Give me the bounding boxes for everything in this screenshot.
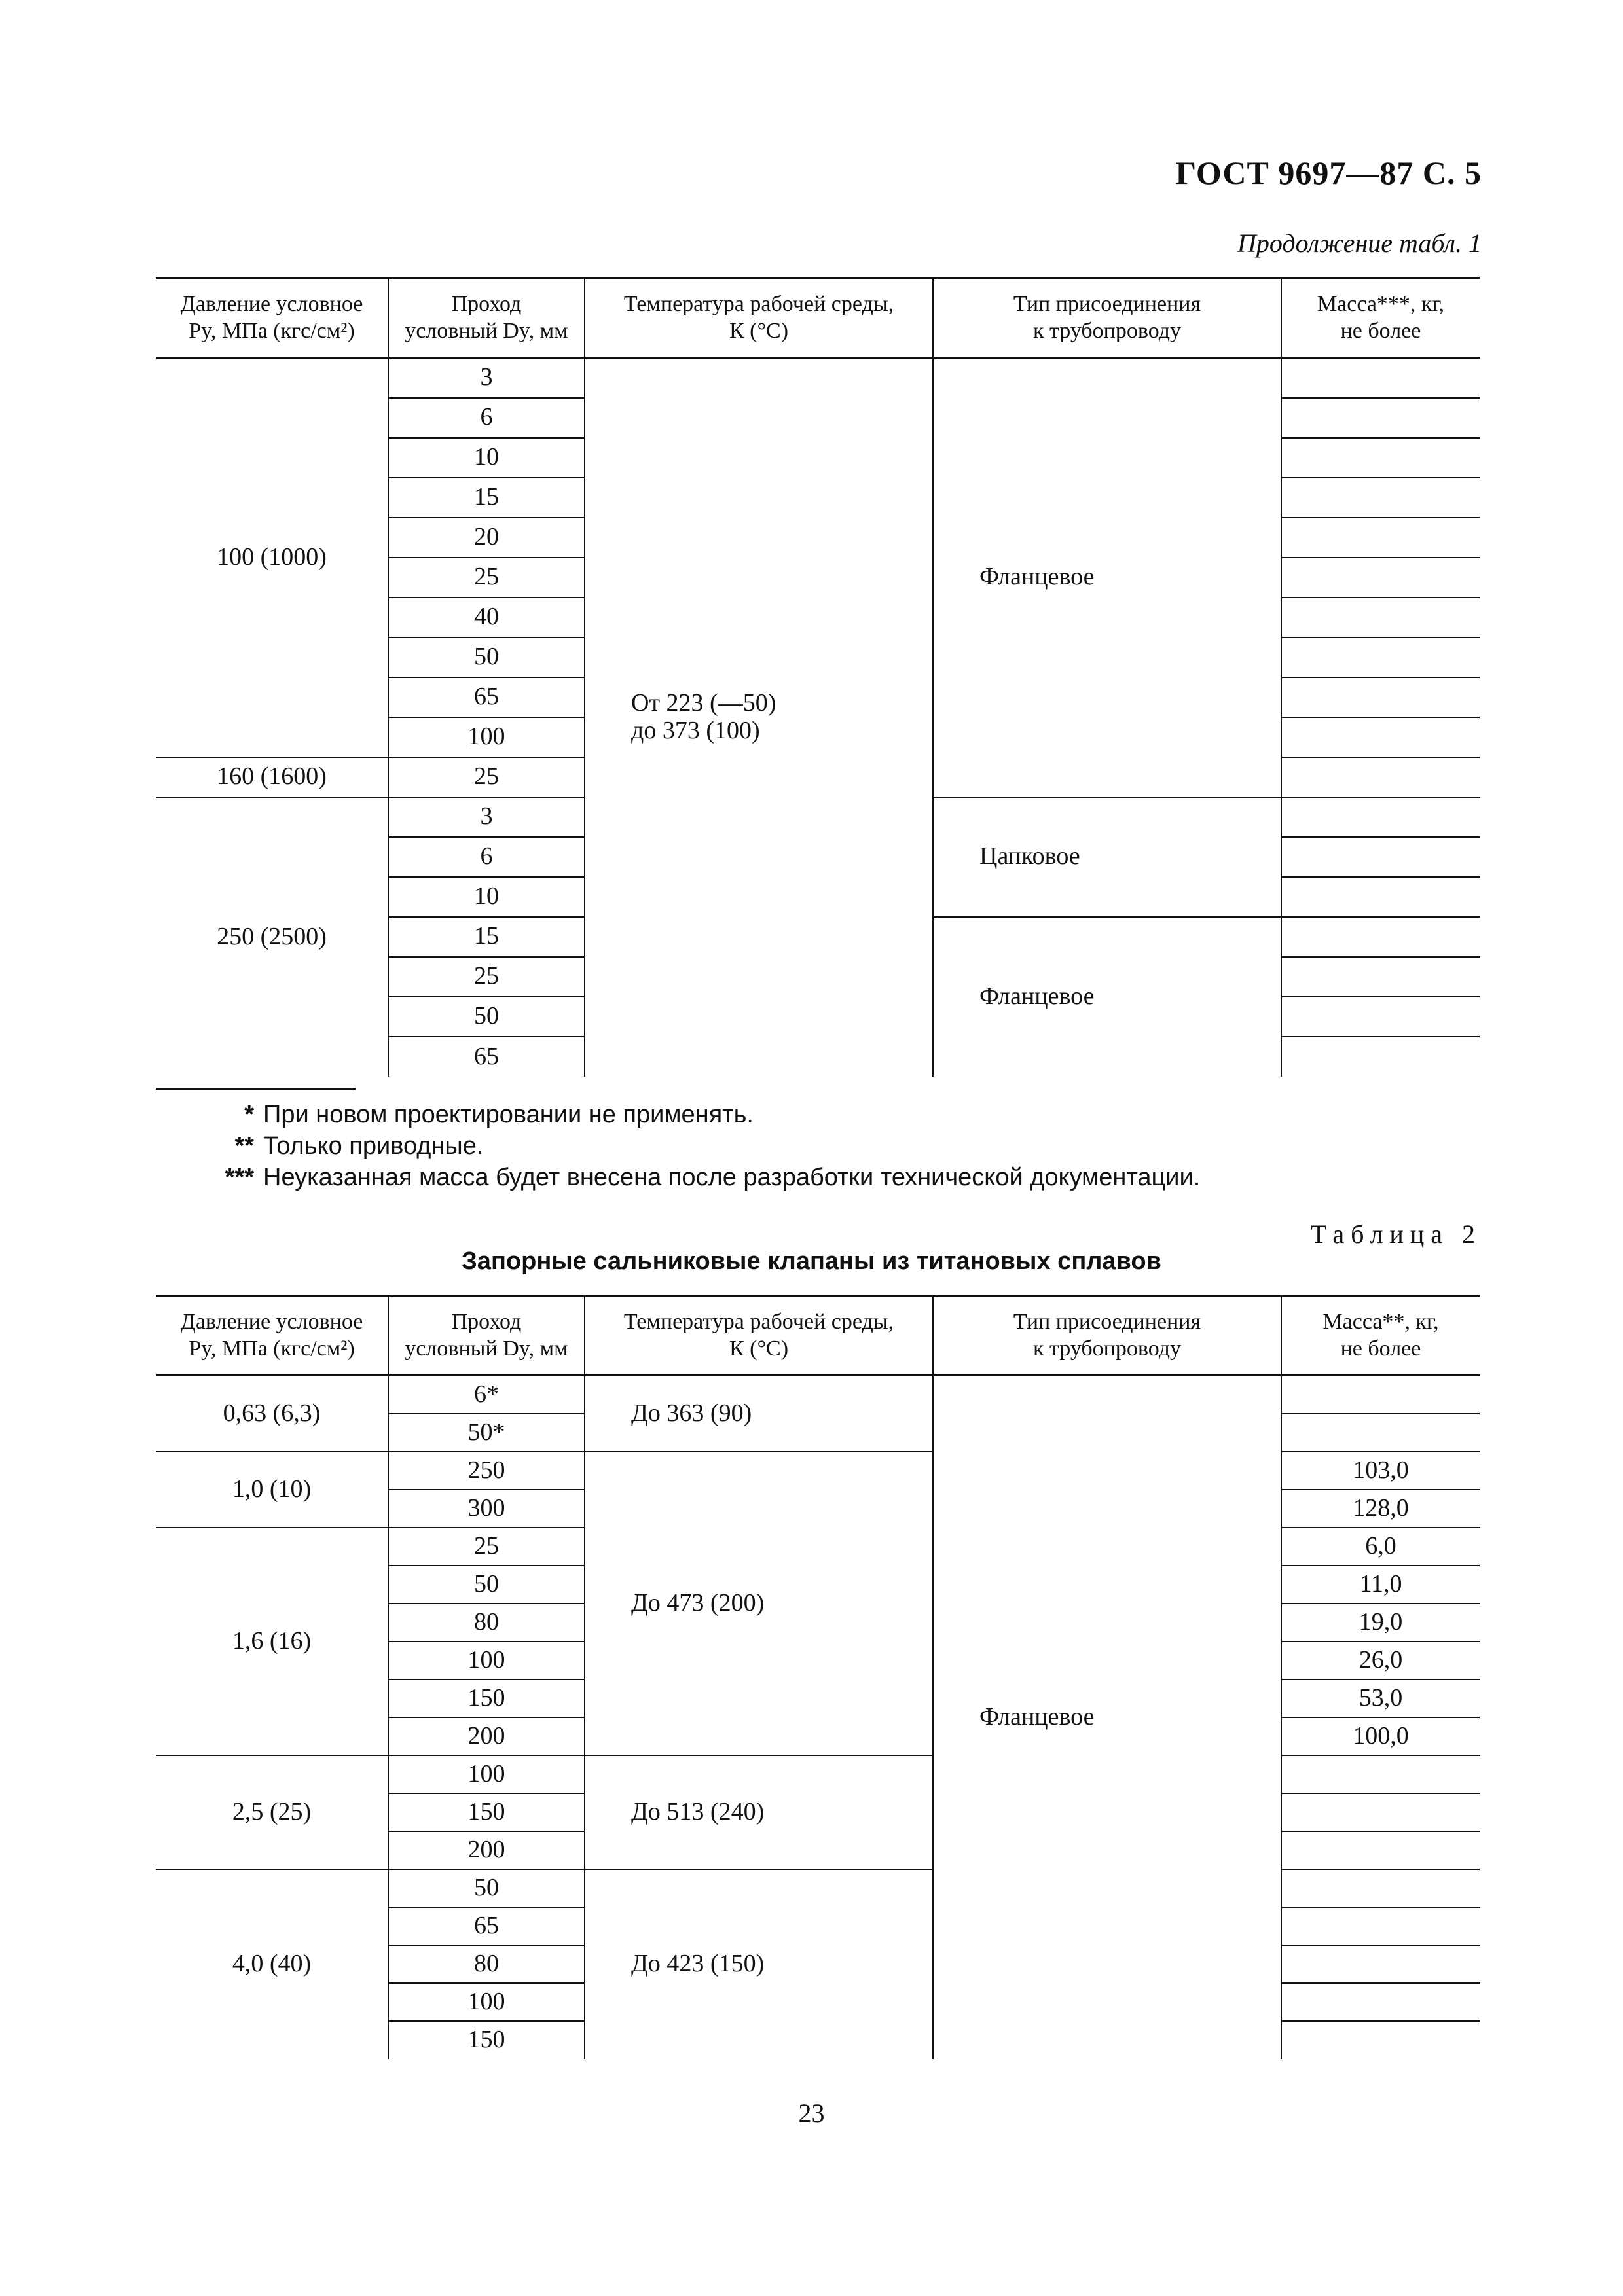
dn-cell: 15 [388,917,585,957]
document-header: ГОСТ 9697—87 С. 5 [1175,154,1482,191]
dn-cell: 50 [388,1566,585,1604]
pressure-cell: 1,6 (16) [156,1528,388,1755]
temperature-cell: До 423 (150) [585,1869,933,2059]
dn-cell: 100 [388,1641,585,1679]
dn-cell: 40 [388,598,585,637]
dn-cell: 25 [388,558,585,598]
table-2-label: Таблица 2 [1310,1219,1482,1249]
temperature-cell: До 513 (240) [585,1755,933,1869]
mass-cell: 100,0 [1281,1717,1480,1755]
mass-cell [1281,398,1480,438]
dn-cell: 6* [388,1376,585,1414]
mass-cell [1281,677,1480,717]
footnote-3: *** Неуказанная масса будет внесена после разработки технической документации. [225,1164,1201,1191]
col-header-dn: Проход условный Dy, мм [388,1296,585,1376]
dn-cell: 10 [388,877,585,917]
dn-cell: 25 [388,1528,585,1566]
dn-cell: 80 [388,1604,585,1641]
mass-cell [1281,2021,1480,2059]
mass-cell: 128,0 [1281,1490,1480,1528]
dn-cell: 15 [388,478,585,518]
col-header-mass: Масса**, кг, не более [1281,1296,1480,1376]
temperature-cell: До 473 (200) [585,1452,933,1755]
pressure-cell: 100 (1000) [217,543,327,571]
footnote-1: * При новом проектировании не применять. [244,1101,754,1128]
mass-cell: 26,0 [1281,1641,1480,1679]
dn-cell: 250 [388,1452,585,1490]
mass-cell [1281,1983,1480,2021]
col-header-mass: Масса***, кг, не более [1281,278,1480,358]
mass-cell [1281,1793,1480,1831]
dn-cell: 25 [388,757,585,797]
mass-cell [1281,1755,1480,1793]
mass-cell: 53,0 [1281,1679,1480,1717]
mass-cell [1281,877,1480,917]
mass-cell [1281,358,1480,398]
mass-cell [1281,797,1480,837]
connection-cell: Фланцевое [933,358,1281,797]
mass-cell [1281,478,1480,518]
mass-cell [1281,637,1480,677]
dn-cell: 100 [388,1983,585,2021]
dn-cell: 50* [388,1414,585,1452]
col-header-pressure: Давление условное Py, МПа (кгс/см²) [156,1296,388,1376]
mass-cell [1281,558,1480,598]
mass-cell [1281,837,1480,877]
dn-cell: 300 [388,1490,585,1528]
pressure-cell: 4,0 (40) [156,1869,388,2059]
dn-cell: 200 [388,1717,585,1755]
mass-cell [1281,598,1480,637]
dn-cell: 65 [388,1037,585,1077]
dn-cell: 65 [388,677,585,717]
pressure-cell: 160 (1600) [156,757,388,797]
col-header-dn: Проход условный Dy, мм [388,278,585,358]
dn-cell: 200 [388,1831,585,1869]
dn-cell: 50 [388,637,585,677]
table-continuation-label: Продолжение табл. 1 [1237,228,1482,258]
mass-cell [1281,1037,1480,1077]
mass-cell [1281,757,1480,797]
table-2-title: Запорные сальниковые клапаны из титановых сплавов [462,1247,1161,1275]
temperature-cell: От 223 (—50) до 373 (100) [585,358,933,1077]
mass-cell [1281,917,1480,957]
dn-cell: 100 [388,1755,585,1793]
mass-cell: 103,0 [1281,1452,1480,1490]
dn-cell: 150 [388,2021,585,2059]
col-header-temperature: Температура рабочей среды, К (°С) [585,278,933,358]
mass-cell [1281,1907,1480,1945]
table-1 [156,277,1480,1077]
col-header-pressure: Давление условное Py, МПа (кгс/см²) [156,278,388,358]
mass-cell: 6,0 [1281,1528,1480,1566]
dn-cell: 3 [388,797,585,837]
page-number: 23 [798,2098,825,2128]
connection-cell: Цапковое [933,797,1281,917]
pressure-cell: 0,63 (6,3) [223,1399,321,1427]
connection-cell: Фланцевое [933,917,1281,1077]
dn-cell: 6 [388,398,585,438]
dn-cell: 50 [388,1869,585,1907]
dn-cell: 50 [388,997,585,1037]
mass-cell [1281,717,1480,757]
mass-cell [1281,438,1480,478]
col-header-connection: Тип присоединения к трубопроводу [933,1296,1281,1376]
connection-cell: Фланцевое [933,1376,1281,2059]
dn-cell: 6 [388,837,585,877]
mass-cell [1281,957,1480,997]
dn-cell: 20 [388,518,585,558]
dn-cell: 65 [388,1907,585,1945]
mass-cell: 19,0 [1281,1604,1480,1641]
dn-cell: 150 [388,1679,585,1717]
dn-cell: 10 [388,438,585,478]
dn-cell: 25 [388,957,585,997]
pressure-cell: 250 (2500) [156,797,388,1077]
mass-cell [1281,1376,1480,1414]
col-header-temperature: Температура рабочей среды, К (°С) [585,1296,933,1376]
footnote-2: ** Только приводные. [234,1132,484,1160]
footnote-divider [156,1088,356,1090]
pressure-cell: 1,0 (10) [156,1452,388,1528]
mass-cell [1281,1414,1480,1452]
mass-cell [1281,1945,1480,1983]
dn-cell: 150 [388,1793,585,1831]
dn-cell: 100 [388,717,585,757]
col-header-connection: Тип присоединения к трубопроводу [933,278,1281,358]
table-2 [156,1295,1480,2059]
dn-cell: 3 [388,358,585,398]
mass-cell [1281,1831,1480,1869]
mass-cell [1281,1869,1480,1907]
pressure-cell: 2,5 (25) [156,1755,388,1869]
dn-cell: 80 [388,1945,585,1983]
mass-cell: 11,0 [1281,1566,1480,1604]
mass-cell [1281,997,1480,1037]
mass-cell [1281,518,1480,558]
temperature-cell: До 363 (90) [585,1376,933,1452]
